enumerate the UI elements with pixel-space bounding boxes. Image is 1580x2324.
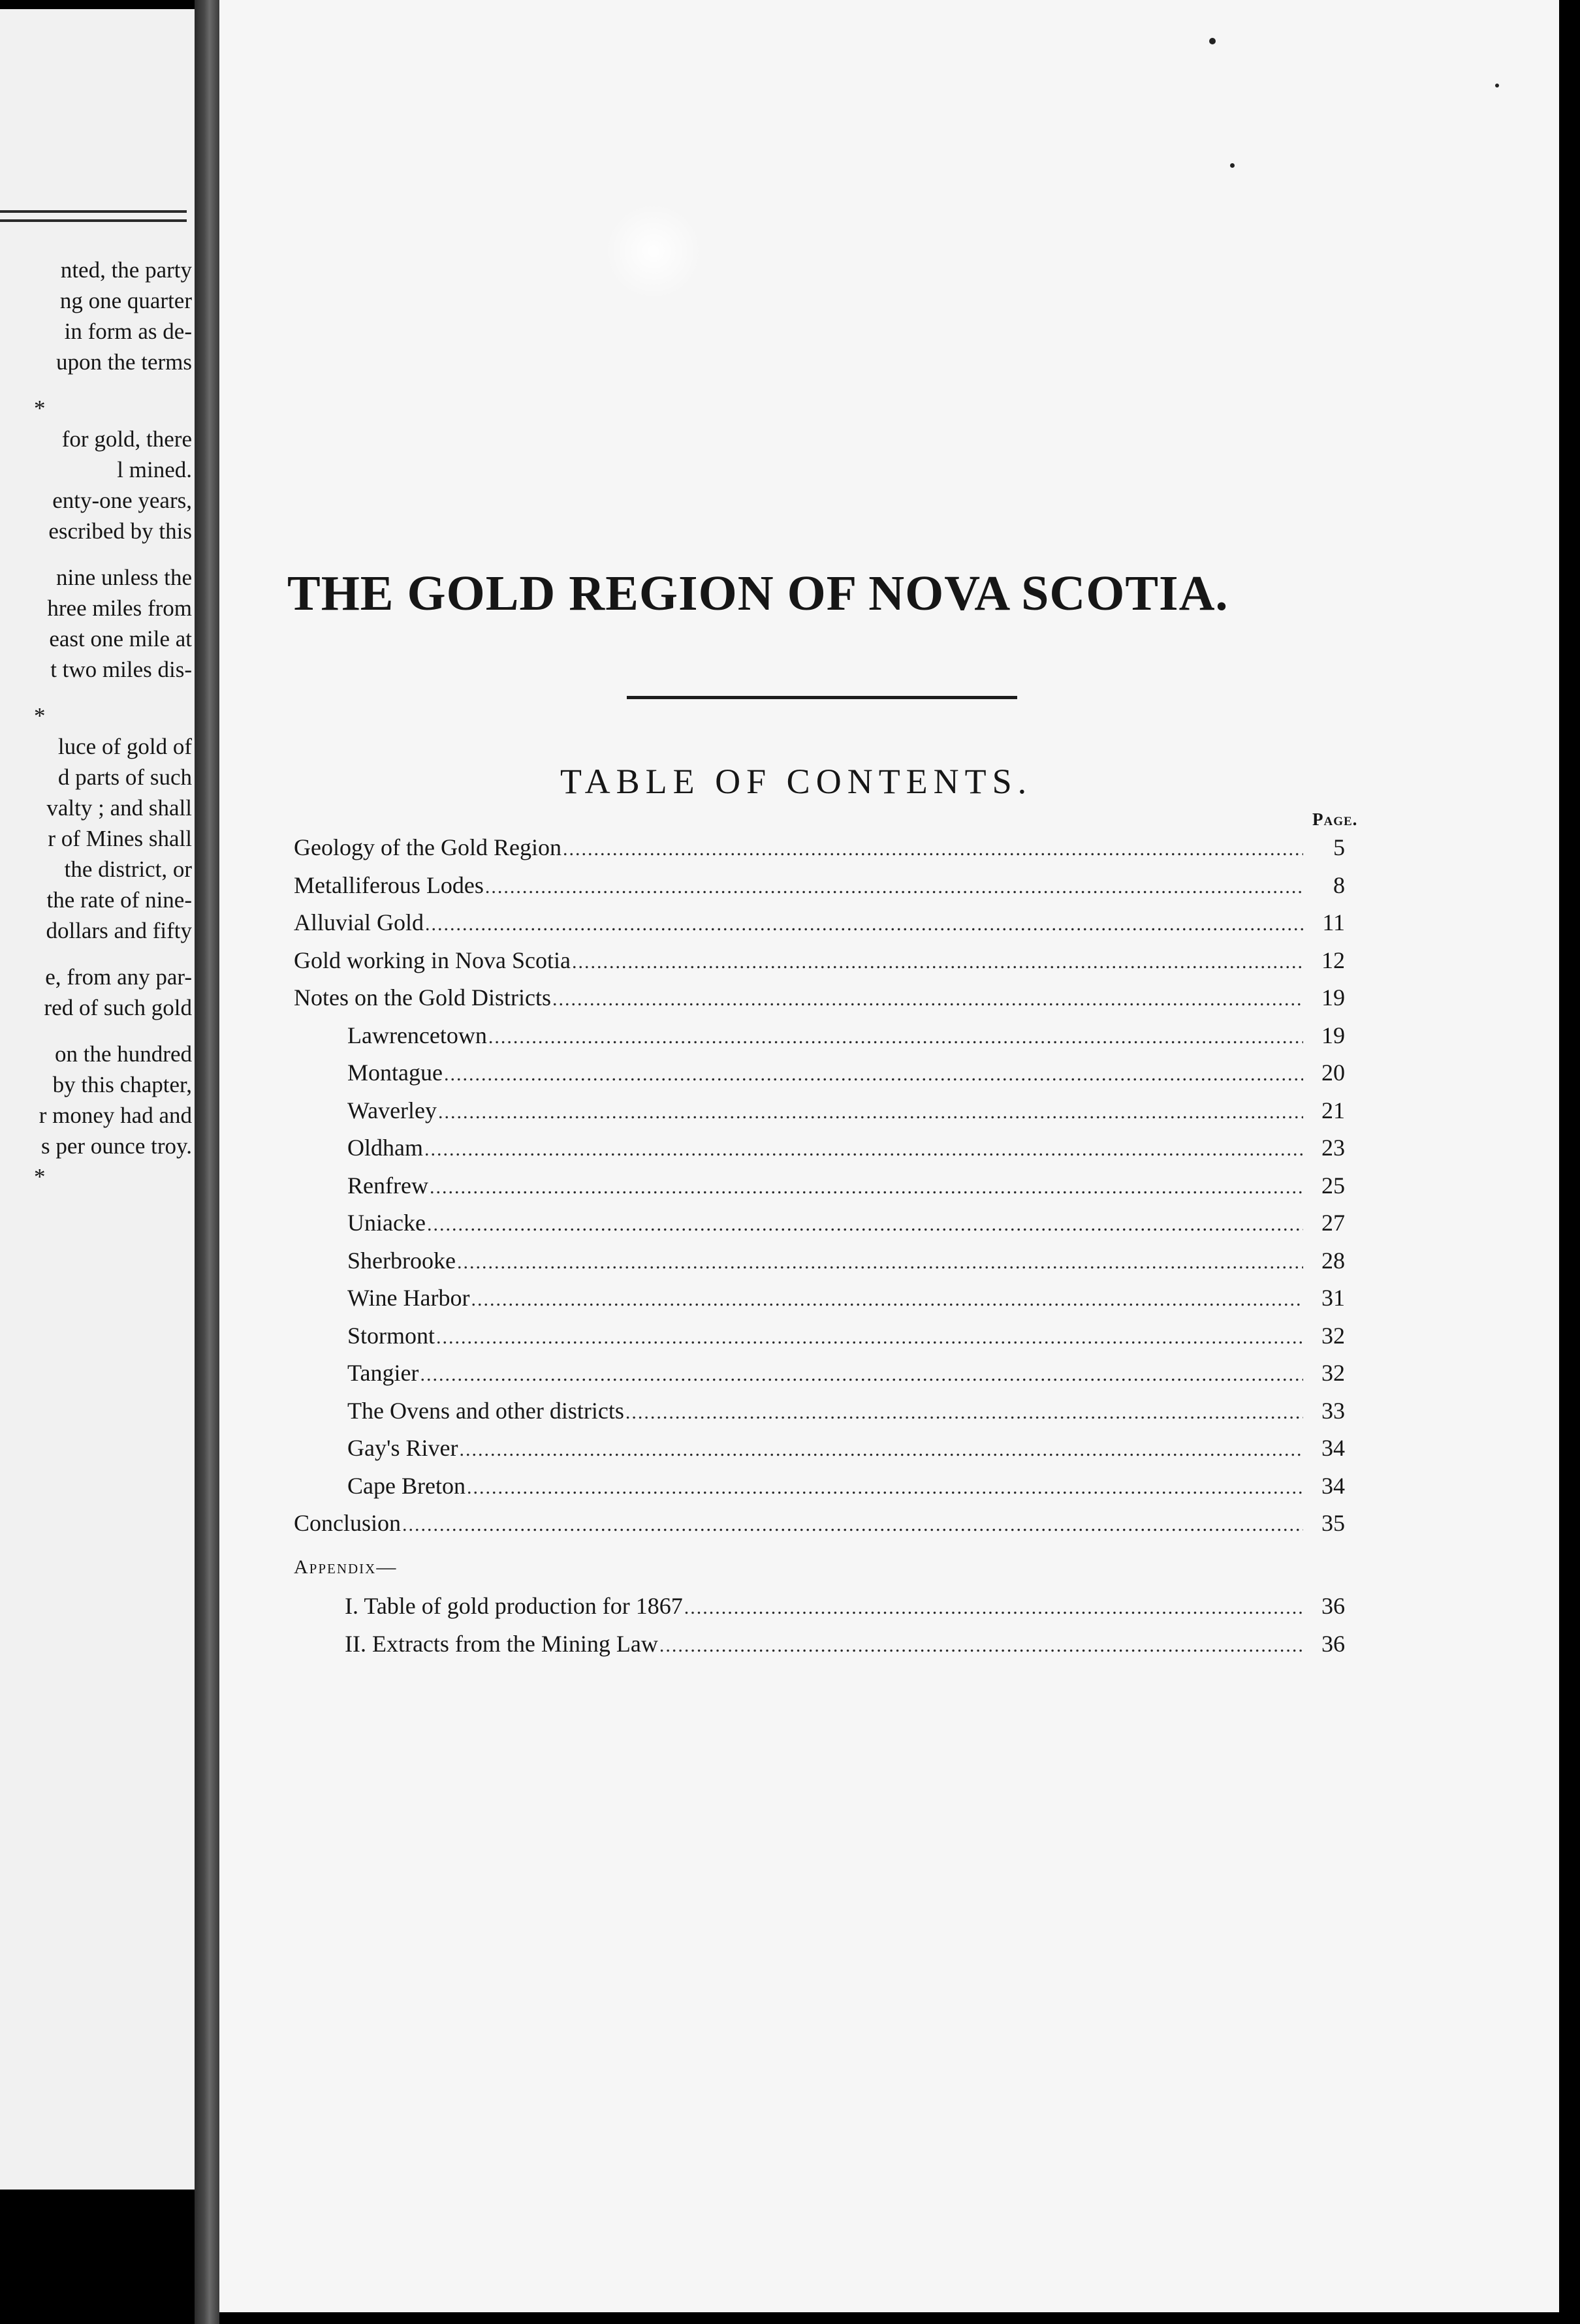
left-page-line: east one mile at (49, 626, 192, 652)
book-gutter (195, 0, 219, 2324)
ink-speck (1230, 163, 1235, 168)
dot-leader (659, 1627, 1303, 1665)
page-column-label: Page. (1312, 809, 1358, 829)
ink-speck (1209, 38, 1216, 44)
toc-entry-label: Tangier (347, 1360, 419, 1386)
toc-entry (294, 1129, 1345, 1167)
left-page-line: red of such gold (44, 995, 192, 1020)
toc-entry-label: Waverley (347, 1097, 437, 1123)
toc-entry-page: 35 (1321, 1510, 1345, 1536)
toc-entry-page: 21 (1321, 1097, 1345, 1123)
toc-entry-label: Notes on the Gold Districts (294, 984, 551, 1011)
dot-leader (552, 981, 1303, 1018)
toc-entry (294, 829, 1345, 867)
toc-entry-page: 32 (1321, 1360, 1345, 1386)
toc-entry (294, 867, 1345, 905)
ink-speck (1495, 84, 1499, 87)
dot-leader (457, 1244, 1303, 1281)
left-page-line: by this chapter, (52, 1072, 192, 1097)
toc-entry (294, 979, 1345, 1017)
toc-entry-page: 8 (1333, 872, 1345, 898)
toc-entry-label: I. Table of gold production for 1867 (345, 1593, 683, 1619)
toc-entry-label: The Ovens and other districts (347, 1397, 624, 1424)
toc-entry (294, 1280, 1345, 1317)
appendix-list (294, 1588, 1345, 1663)
dot-leader (563, 830, 1303, 868)
left-page-line (0, 946, 192, 962)
dot-leader (420, 1356, 1303, 1394)
dot-leader (427, 1206, 1303, 1244)
dot-leader (684, 1589, 1303, 1627)
left-page-line: dollars and fifty (46, 918, 192, 943)
toc-entry (294, 1392, 1345, 1430)
toc-entry-page: 25 (1321, 1172, 1345, 1199)
toc-entry (294, 1167, 1345, 1205)
toc-entry (294, 1242, 1345, 1280)
toc-entry-page: 19 (1321, 984, 1345, 1011)
toc-entry-page: 28 (1321, 1247, 1345, 1274)
left-page-line: for gold, there (61, 426, 192, 452)
toc-entry-page: 33 (1321, 1397, 1345, 1424)
toc-entry-page: 27 (1321, 1210, 1345, 1236)
dot-leader (459, 1431, 1303, 1469)
left-page-line: r money had and (39, 1103, 192, 1128)
left-page-line: the district, or (64, 856, 192, 882)
left-page-line: e, from any par- (45, 964, 192, 990)
left-page-line: valty ; and shall (46, 795, 192, 821)
left-page-text (0, 255, 192, 1192)
toc-entry (294, 1317, 1345, 1355)
left-page-fragment (0, 9, 195, 2190)
toc-entry-label: Gay's River (347, 1435, 458, 1461)
toc-entry-page: 32 (1321, 1322, 1345, 1349)
toc-entry-label: Oldham (347, 1135, 423, 1161)
left-page-line (0, 1023, 192, 1039)
left-page-line: hree miles from (47, 595, 192, 621)
toc-entry-page: 23 (1321, 1135, 1345, 1161)
left-page-line: s per ounce troy. (41, 1133, 192, 1159)
left-page-line: enty-one years, (52, 488, 192, 513)
left-page-rule-bottom (0, 219, 187, 222)
dot-leader (430, 1169, 1303, 1206)
toc-entry-label: Gold working in Nova Scotia (294, 947, 571, 973)
toc-entry-page: 19 (1321, 1022, 1345, 1048)
toc-entry (294, 1430, 1345, 1468)
toc-entry-label: Uniacke (347, 1210, 426, 1236)
toc-entry (294, 1204, 1345, 1242)
dot-leader (485, 868, 1303, 906)
toc-entry-label: Wine Harbor (347, 1285, 470, 1311)
title-divider (627, 696, 1017, 699)
dot-leader (402, 1506, 1303, 1544)
dot-leader (471, 1281, 1303, 1319)
toc-entry-label: Stormont (347, 1322, 435, 1349)
toc-entry-page: 20 (1321, 1060, 1345, 1086)
appendix-entry (294, 1588, 1345, 1625)
left-page-line: luce of gold of (57, 734, 192, 759)
left-page-line: the rate of nine- (46, 887, 192, 913)
left-page-rule-top (0, 210, 187, 213)
toc-entry (294, 904, 1345, 942)
dot-leader (625, 1394, 1303, 1432)
left-page-line: ng one quarter (59, 288, 192, 313)
appendix-heading: Appendix— (294, 1556, 398, 1578)
dot-leader (467, 1469, 1303, 1507)
toc-entry-page: 36 (1321, 1630, 1345, 1657)
toc-entry-page: 12 (1321, 947, 1345, 973)
left-page-line: * (34, 703, 46, 729)
toc-entry-page: 31 (1321, 1285, 1345, 1311)
left-page-line: in form as de- (64, 319, 192, 344)
dot-leader (436, 1319, 1303, 1357)
toc-entry-label: Geology of the Gold Region (294, 834, 561, 860)
left-page-line: on the hundred (55, 1041, 192, 1067)
toc-entry-page: 34 (1321, 1472, 1345, 1499)
left-page-line: * (34, 1164, 46, 1189)
toc-entry-label: Sherbrooke (347, 1247, 456, 1274)
toc-entry-label: Montague (347, 1060, 443, 1086)
toc-entry-label: Metalliferous Lodes (294, 872, 484, 898)
toc-entry-page: 34 (1321, 1435, 1345, 1461)
toc-entry (294, 1017, 1345, 1055)
dot-leader (572, 943, 1303, 981)
toc-list (294, 829, 1345, 1543)
appendix-entry (294, 1625, 1345, 1663)
left-page-line: nine unless the (55, 565, 192, 590)
dot-leader (425, 905, 1303, 943)
left-page-line: nted, the party (60, 257, 192, 283)
dot-leader (488, 1018, 1303, 1056)
toc-entry-label: Lawrencetown (347, 1022, 487, 1048)
toc-entry (294, 1092, 1345, 1130)
toc-entry (294, 1355, 1345, 1392)
toc-entry-label: Renfrew (347, 1172, 428, 1199)
left-page-line: r of Mines shall (48, 826, 192, 851)
left-page-line: l mined. (117, 457, 192, 482)
left-page-line (0, 546, 192, 562)
toc-heading: TABLE OF CONTENTS. (560, 762, 1033, 801)
left-page-line: t two miles dis- (50, 657, 192, 682)
dot-leader (444, 1056, 1303, 1093)
toc-entry-label: Conclusion (294, 1510, 402, 1536)
left-page-line (0, 377, 192, 393)
dot-leader (424, 1131, 1303, 1169)
toc-entry (294, 1468, 1345, 1505)
toc-entry (294, 1505, 1345, 1543)
left-page-line: * (34, 396, 46, 421)
toc-entry (294, 1054, 1345, 1092)
left-page-line: d parts of such (57, 764, 192, 790)
toc-entry-page: 36 (1321, 1593, 1345, 1619)
page-title: THE GOLD REGION OF NOVA SCOTIA. (287, 566, 1229, 621)
toc-entry-label: Cape Breton (347, 1472, 466, 1499)
toc-entry-page: 11 (1322, 909, 1345, 935)
left-page-line (0, 685, 192, 700)
dot-leader (438, 1093, 1303, 1131)
toc-entry-label: II. Extracts from the Mining Law (345, 1630, 658, 1657)
toc-entry-label: Alluvial Gold (294, 909, 424, 935)
left-page-line: upon the terms (55, 349, 192, 375)
toc-entry (294, 942, 1345, 980)
toc-entry-page: 5 (1333, 834, 1345, 860)
left-page-line: escribed by this (48, 518, 192, 544)
